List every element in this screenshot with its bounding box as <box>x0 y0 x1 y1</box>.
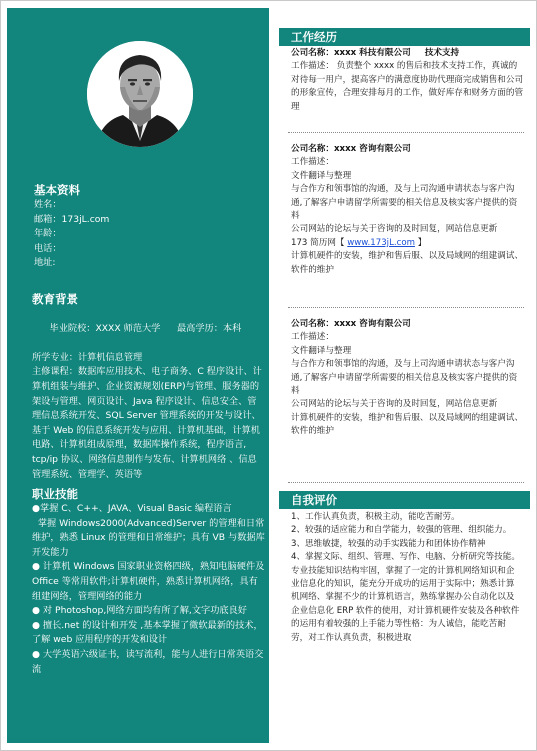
lines-before: 文件翻译与整理 与合作方和领事馆的沟通，及与上司沟通申请状态与客户沟通,了解客户申请留学所需要的相关信息及核实客户提供的资料 公司网站的论坛与关于咨询的及时回复，网站信息更新 <box>291 170 518 235</box>
basic-email: 邮箱：173jL.com <box>34 213 110 225</box>
work-entry-2-company-line <box>291 143 524 156</box>
basic-phone: 电话： <box>34 242 62 254</box>
education-section <box>7 291 265 482</box>
site-link[interactable]: www.173jL.com <box>347 237 415 248</box>
portrait-image <box>87 41 193 147</box>
basic-name: 姓名： <box>34 199 62 210</box>
basic-age: 年龄： <box>34 228 62 240</box>
basic-address: 地址: <box>34 257 56 269</box>
work-entry-2 <box>291 143 524 277</box>
skills-text: ●掌握 C、C++、JAVA、Visual Basic 编程语言 掌握 Windows2000(Advanced)Server 的管理和日常维护，熟悉 Linux 的管理和日常维护；具有 VB 与数据库开发能力 ● 计算机 Windows 国家职业资格四级，熟知电脑硬件及 Office 等常用软件;计算机硬件，熟悉计算机网络，具有组建网络，管理网络的能力 ● 对 Photoshop,网络方面均有所了解,文字功底良好 ● 擅长.net 的设计和开发 ,基本掌握了微软最新的技术，了解 web 应用程序的开发和设计 ● 大学英语六级证书，读写流利，能与人进行日常英语交流 <box>32 503 265 675</box>
work-entry-1-desc <box>291 60 524 114</box>
site-close: 】 <box>417 237 427 248</box>
work-heading: 工作经历 <box>279 28 530 46</box>
basic-info-heading: 基本资料 <box>34 183 80 197</box>
education-school-degree <box>32 307 265 351</box>
self-eval-section <box>291 511 523 645</box>
lines-after: 计算机硬件的安装，维护和售后服、以及局域网的组建调试、软件的维护 <box>291 251 524 275</box>
education-heading: 教育背景 <box>32 292 78 306</box>
work-entry-1-company-line <box>291 47 524 60</box>
self-eval-heading: 自我评价 <box>279 491 530 509</box>
divider <box>288 482 524 483</box>
company-label: 公司名称： <box>291 319 334 329</box>
desc-label: 工作描述： <box>291 157 334 168</box>
self-eval-text: 1、工作认真负责，积极主动，能吃苦耐劳。 2、较强的适应能力和自学能力，较强的管理、组织能力。 3、思维敏捷，较强的动手实践能力和团体协作精神 4、掌握文际、组织、管理、写作、电脑、分析研究等技能。专业技能知识结构牢固，掌握了一定的计算机网络知识和企业信息化的知识，能充分开成功的运用于实际中；熟悉计算机网络、掌握不少的计算机语言，熟练掌握办公自动化以及企业信息化 ERP 软件的使用，对计算机硬件安装及各种软件的运用有着较强的上手能力等性格：为人诚信，能吃苦耐劳，对工作认真负责，积极进取 <box>291 512 520 643</box>
skills-heading: 职业技能 <box>32 487 78 501</box>
work-entry-1 <box>291 47 524 114</box>
company-label: 公司名称： <box>291 48 334 58</box>
education-major: 所学专业：计算机信息管理 <box>32 351 143 363</box>
company-name: xxxx 咨询有限公司 <box>333 319 411 329</box>
profile-photo <box>87 41 193 147</box>
sidebar <box>7 8 269 743</box>
work-entry-3 <box>291 318 524 439</box>
education-degree: 最高学历：本科 <box>177 322 242 334</box>
desc-text: 负责整个 xxxx 的售后和技术支持工作，真诚的对待每一用户，提高客户的满意度协助代理商完成销售和公司的形象宣传，合理安排每月的工作，做好库存和财务方面的管理 <box>291 61 524 112</box>
company-label: 公司名称： <box>291 144 334 154</box>
education-school: 毕业院校：XXXX 师范大学 <box>49 322 161 334</box>
work-entry-3-lines: 文件翻译与整理 与合作方和领事馆的沟通，及与上司沟通申请状态与客户沟通,了解客户申请留学所需要的相关信息及核实客户提供的资料 公司网站的论坛与关于咨询的及时回复，网站信息更新 计算机硬件的安装，维护和售后服、以及局域网的组建调试、软件的维护 <box>291 345 524 437</box>
company-name: xxxx 科技有限公司 <box>333 48 411 58</box>
site-text: 173 简历网【 <box>291 237 345 248</box>
skills-section <box>7 486 265 677</box>
divider <box>288 307 524 308</box>
divider <box>288 132 524 133</box>
work-entry-2-lines <box>291 170 524 277</box>
basic-info-section <box>34 182 260 271</box>
desc-label: 工作描述： <box>291 61 334 72</box>
position-name: 技术支持 <box>424 48 460 58</box>
desc-label: 工作描述： <box>291 332 334 343</box>
education-courses: 主修课程：数据库应用技术、电子商务、C 程序设计、计算机组装与维护、企业资源规划(ERP)与管理、服务器的架设与管理、网页设计、Java 程序设计、信息安全、管理信息系统开发、SQL Server 管理系统的开发与设计、基于 Web 的信息系统开发与应用、计算机基础，计算机电路、计算机组成原理，数据库操作系统，程序语言, tcp/ip 协议、网络信息制作与发布、计算机网络 、信息管理系统、管理学、英语等 <box>32 366 262 480</box>
company-name: xxxx 咨询有限公司 <box>333 144 411 154</box>
work-entry-3-company-line <box>291 318 524 331</box>
